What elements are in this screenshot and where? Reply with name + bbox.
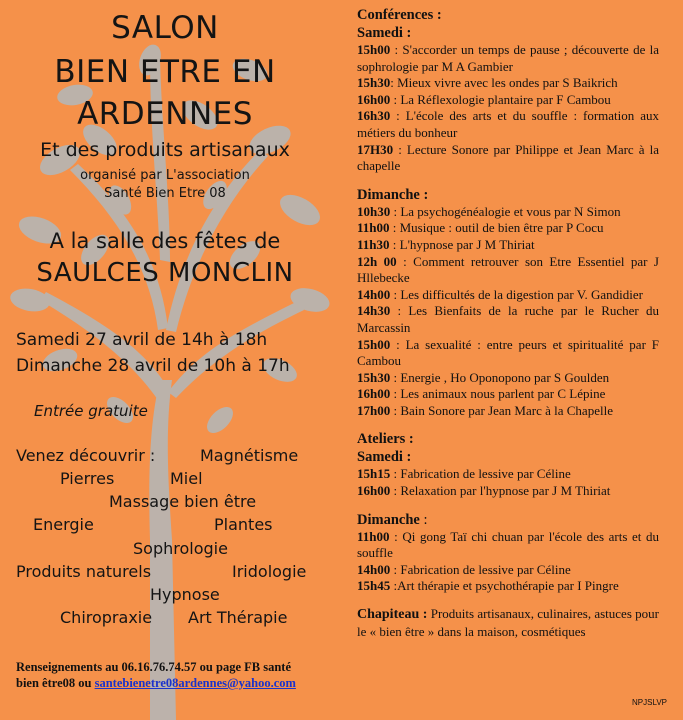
chapiteau-item [357,606,659,640]
organizer-line-2: Santé Bien Etre 08 [104,186,226,201]
schedule-time: 16h00 [357,483,391,499]
schedule-text: : La sexualité : entre peurs et spiritualité par F Cambou [357,336,659,369]
word-chiropraxie: Chiropraxie [60,608,153,627]
schedule-item [357,578,659,595]
schedule-time: 15h30 [357,75,391,91]
schedule-item [357,403,659,420]
schedule-time: 14h30 [357,303,391,319]
title-line-1: SALON [111,10,219,46]
subtitle: Et des produits artisanaux [40,139,290,161]
schedule-item [357,204,659,221]
schedule-item [357,92,659,109]
ateliers-sunday-colon: : [419,511,428,528]
schedule-text: : L'école des arts et du souffle : formation aux métiers du bonheur [357,108,659,140]
word-plantes: Plantes [214,515,273,534]
schedule-text: : La psychogénéalogie et vous par N Simon [390,203,621,219]
schedule-time: 17H30 [357,141,394,157]
schedule-item [357,483,659,500]
schedule-text: :Art thérapie et psychothérapie par I Pingre [390,578,619,594]
schedule-item [357,370,659,387]
word-miel: Miel [170,469,203,488]
credit-tag: NPJSLVP [632,698,667,707]
schedule-time: 16h00 [357,386,391,402]
schedule-text: : Comment retrouver son Etre Essentiel par J Hllebecke [357,253,659,286]
schedule-text: : Mieux vivre avec les ondes par S Baikrich [390,75,618,91]
word-sophrologie: Sophrologie [133,539,228,558]
info-text-2: bien être08 ou [16,676,92,690]
schedule-time: 15h15 [357,466,391,482]
word-iridologie: Iridologie [232,562,307,581]
ateliers-heading: Ateliers : [357,431,414,448]
schedule-text: : La Réflexologie plantaire par F Cambou [390,91,611,107]
chapiteau-label: Chapiteau : [357,607,428,623]
schedule-text: : Les animaux nous parlent par C Lépine [390,386,606,402]
schedule-item [357,75,659,92]
schedule-item [357,303,659,336]
schedule-time: 15h30 [357,369,391,385]
schedule-item [357,287,659,304]
conferences-heading: Conférences : [357,7,442,23]
schedule-text: : Lecture Sonore par Philippe et Jean Marc à la chapelle [357,141,659,174]
schedule-item [357,386,659,403]
schedule-time: 16h30 [357,108,391,124]
organizer-line-1: organisé par L'association [80,168,250,183]
schedule-text: : Energie , Ho Oponopono par S Goulden [390,369,610,385]
schedule-time: 11h00 [357,528,390,544]
schedule-text: : L'hypnose par J M Thiriat [389,236,535,252]
chapiteau-text: Produits artisanaux, culinaires, astuces pour le « bien être » dans la maison, cosmétiques [357,606,659,639]
schedule-text: : Fabrication de lessive par Céline [390,561,571,577]
info-text-1: Renseignements au 06.16.76.74.57 ou page FB santé [16,660,292,674]
schedule-item [357,108,659,141]
schedule-time: 14h00 [357,286,391,302]
schedule-time: 14h00 [357,561,391,577]
schedule-text: : Bain Sonore par Jean Marc à la Chapelle [390,402,613,418]
schedule-time: 17h00 [357,402,391,418]
schedule-item [357,466,659,483]
schedule-time: 10h30 [357,203,391,219]
schedule-text: : Fabrication de lessive par Céline [390,466,571,482]
schedule-text: : S'accorder un temps de pause ; découverte de la sophrologie par M A Gambier [357,42,659,74]
schedule-item [357,220,659,237]
schedule-item [357,337,659,370]
ateliers-sunday-list [357,529,659,595]
saturday-heading: Samedi : [357,25,412,41]
word-produits: Produits naturels [16,562,152,581]
schedule-item [357,254,659,287]
schedule-time: 15h45 [357,578,391,594]
title-line-3: ARDENNES [77,96,253,132]
schedule-text: : Musique : outil de bien être par P Cocu [389,220,604,236]
schedule-time: 11h30 [357,236,390,252]
schedule-panel [357,6,659,640]
ateliers-saturday-heading: Samedi : [357,449,412,466]
schedule-text: : Les difficultés de la digestion par V. Gandidier [390,286,643,302]
schedule-time: 11h00 [357,220,390,236]
ateliers-sunday-label: Dimanche [357,511,420,528]
venue-line-1: A la salle des fêtes de [49,229,281,253]
saturday-list [357,42,659,175]
schedule-time: 15h00 [357,42,391,57]
sunday-list [357,204,659,420]
info-block [16,659,346,691]
poster-left-panel [0,0,340,720]
date-saturday: Samedi 27 avril de 14h à 18h [16,330,268,350]
sunday-heading: Dimanche : [357,186,429,203]
schedule-text: : Qi gong Taï chi chuan par l'école des arts et du souffle [357,528,659,561]
title-line-2: BIEN ETRE EN [54,54,276,90]
word-massage: Massage bien être [109,492,257,511]
schedule-item [357,562,659,579]
word-pierres: Pierres [60,469,115,488]
schedule-time: 15h00 [357,336,391,352]
schedule-item [357,529,659,562]
entry-free: Entrée gratuite [34,402,148,420]
word-hypnose: Hypnose [150,585,220,604]
schedule-item [357,142,659,175]
email-link[interactable]: santebienetre08ardennes@yahoo.com [94,676,296,690]
ateliers-saturday-list [357,466,659,499]
schedule-item [357,237,659,254]
word-art-therapie: Art Thérapie [188,608,288,627]
schedule-time: 12h 00 [357,253,397,269]
date-sunday: Dimanche 28 avril de 10h à 17h [16,356,290,376]
ateliers-sunday-heading [357,511,659,529]
schedule-time: 16h00 [357,91,391,107]
venue-line-2: SAULCES MONCLIN [36,258,294,288]
discover-label: Venez découvrir : [16,446,156,465]
schedule-text: : Relaxation par l'hypnose par J M Thiriat [390,483,611,499]
word-magnetisme: Magnétisme [200,446,299,465]
schedule-text: : Les Bienfaits de la ruche par le Rucher du Marcassin [357,303,659,335]
word-energie: Energie [33,515,94,534]
schedule-item [357,42,659,75]
